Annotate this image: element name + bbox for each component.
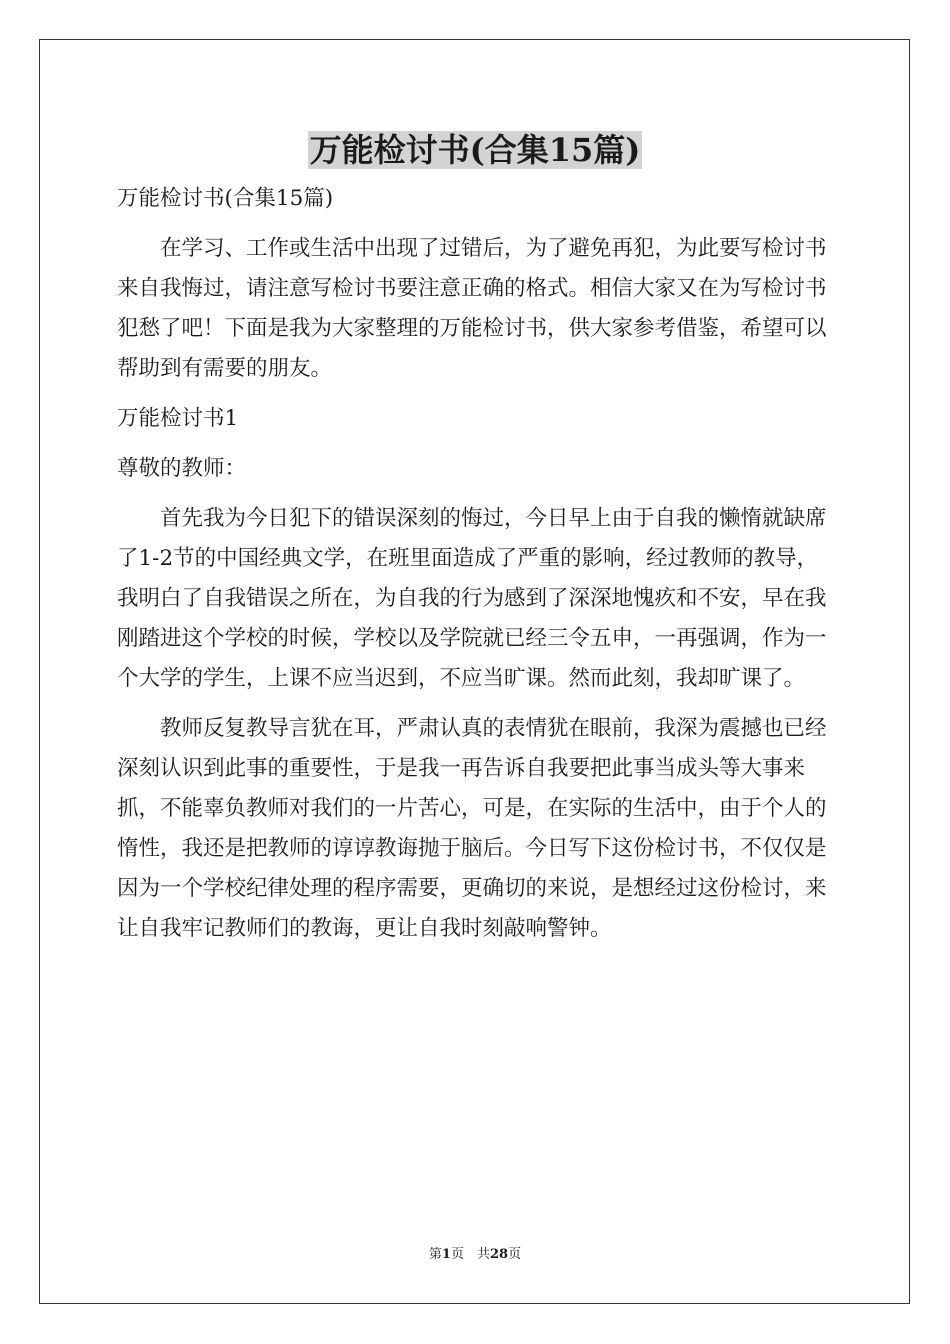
page-total: 28 xyxy=(489,1247,509,1262)
body-paragraph: 教师反复教导言犹在耳，严肃认真的表情犹在眼前，我深为震撼也已经深刻认识到此事的重要性，于是我一再告诉自我要把此事当成头等大事来抓，不能辜负教师对我们的一片苦心，可是，在实际的生活中，由于个人的惰性，我还是把教师的谆谆教诲抛于脑后。今日写下这份检讨书，不仅仅是因为一个学校纪律处理的程序需要，更确切的来说，是想经过这份检讨，来让自我牢记教师们的教诲，更让自我时刻敲响警钟。 xyxy=(117,716,827,941)
document-title xyxy=(0,128,950,172)
page-prefix: 第 xyxy=(428,1247,442,1262)
page-current: 1 xyxy=(441,1247,451,1262)
intro-paragraph: 在学习、工作或生活中出现了过错后，为了避免再犯，为此要写检讨书来自我悔过，请注意写检讨书要注意正确的格式。相信大家又在为写检讨书犯愁了吧！下面是我为大家整理的万能检讨书，供大家参考借鉴，希望可以帮助到有需要的朋友。 xyxy=(117,236,827,381)
page-mid: 页 共 xyxy=(450,1247,490,1262)
document-title-text: 万能检讨书(合集15篇) xyxy=(309,131,641,169)
subtitle-paragraph: 万能检讨书(合集15篇) xyxy=(117,186,334,211)
body-paragraph: 首先我为今日犯下的错误深刻的悔过，今日早上由于自我的懒惰就缺席了1-2节的中国经典文学，在班里面造成了严重的影响，经过教师的教导，我明白了自我错误之所在，为自我的行为感到了深深地愧疚和不安，早在我刚踏进这个学校的时候，学校以及学院就已经三令五申，一再强调，作为一个大学的学生，上课不应当迟到，不应当旷课。然而此刻，我却旷课了。 xyxy=(117,506,827,691)
page-footer xyxy=(0,1246,950,1264)
salutation: 尊敬的教师： xyxy=(117,456,247,481)
section-heading: 万能检讨书1 xyxy=(117,406,239,431)
page-suffix: 页 xyxy=(508,1247,522,1262)
document-body xyxy=(117,179,833,959)
